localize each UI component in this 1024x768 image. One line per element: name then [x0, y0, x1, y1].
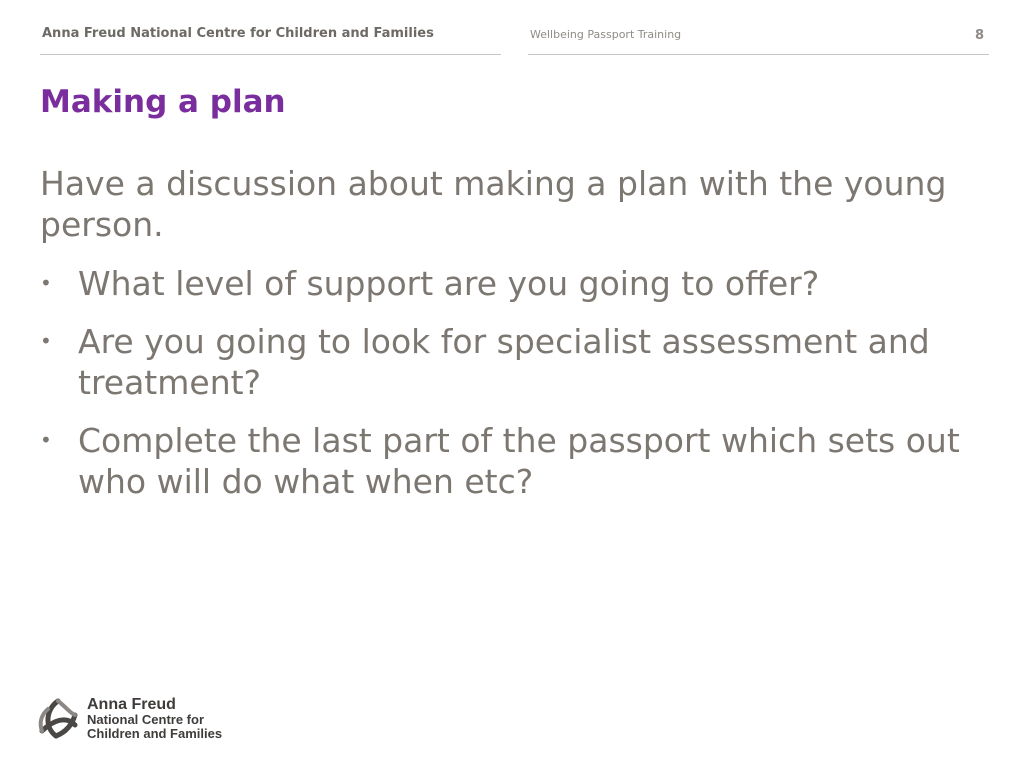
- logo-wordmark: [87, 696, 222, 741]
- bullet-list: [40, 263, 960, 502]
- bullet-icon: •: [40, 271, 52, 295]
- header-training-title: Wellbeing Passport Training: [530, 28, 682, 41]
- logo-line-2: National Centre for: [87, 712, 205, 727]
- header-divider-left: [40, 54, 501, 55]
- logo-line-3: Children and Families: [87, 726, 223, 741]
- slide-title: Making a plan: [40, 84, 286, 120]
- slide-body: [40, 163, 960, 519]
- bullet-item: [40, 420, 960, 502]
- bullet-icon: •: [40, 428, 52, 452]
- logo-line-1: Anna Freud: [87, 696, 176, 713]
- bullet-item: [40, 263, 960, 304]
- bullet-item: [40, 321, 960, 403]
- intro-text: Have a discussion about making a plan with the young person.: [40, 164, 947, 244]
- header-divider-right: [528, 54, 989, 55]
- bullet-icon: •: [40, 329, 52, 353]
- bullet-text: Complete the last part of the passport which sets out who will do what when etc?: [78, 421, 960, 501]
- anna-freud-logo: [36, 696, 222, 741]
- anna-freud-logo-mark-icon: [36, 697, 78, 741]
- bullet-text: What level of support are you going to offer?: [78, 264, 820, 303]
- page-number: 8: [974, 28, 984, 43]
- bullet-text: Are you going to look for specialist assessment and treatment?: [78, 322, 930, 402]
- header-org-name: Anna Freud National Centre for Children and Families: [42, 26, 434, 41]
